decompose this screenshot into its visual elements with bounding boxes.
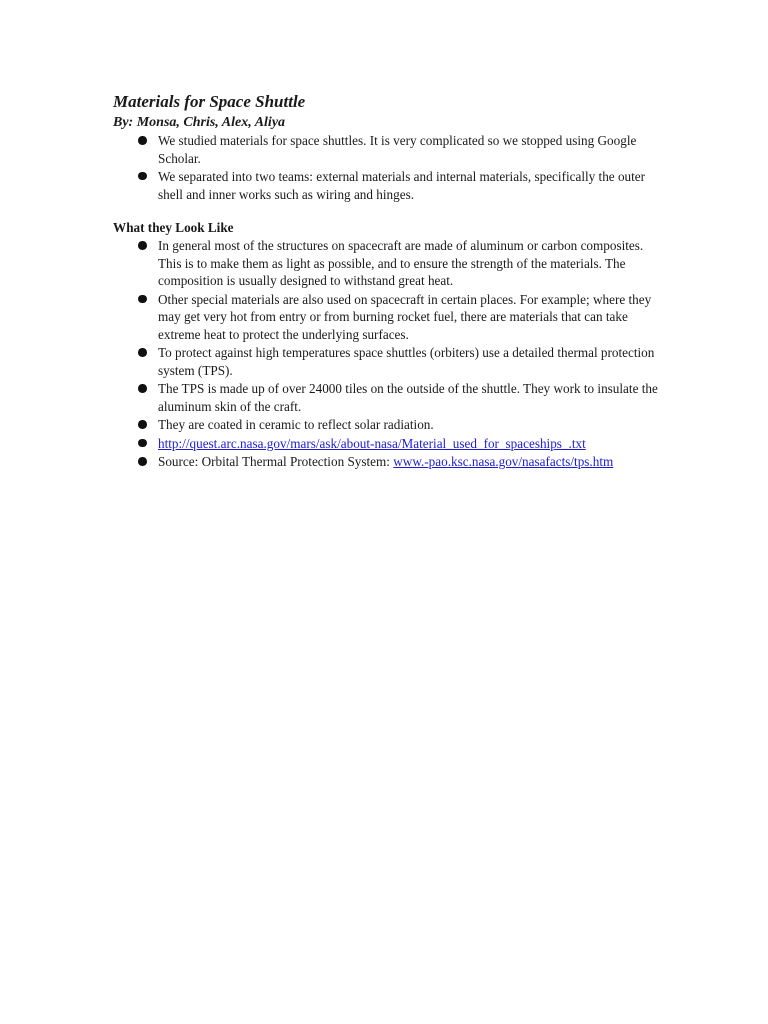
list-item-text: In general most of the structures on spacecraft are made of aluminum or carbon composites. This is to make them as light as possible, and to ensure the strength of the materials. The composition is usually designed to withstand great heat. — [158, 238, 644, 289]
list-item-text: To protect against high temperatures space shuttles (orbiters) use a detailed thermal protection system (TPS). — [158, 345, 655, 378]
bullet-icon — [138, 439, 147, 448]
list-item-text: The TPS is made up of over 24000 tiles on the outside of the shuttle. They work to insulate the aluminum skin of the craft. — [158, 381, 658, 414]
list-item — [113, 453, 658, 471]
bullet-icon — [138, 457, 147, 466]
list-item — [113, 291, 658, 344]
list-item — [113, 344, 658, 379]
section-bullet-list — [113, 237, 658, 471]
list-item-text: We separated into two teams: external materials and internal materials, specifically the outer shell and inner works such as wiring and hinges. — [158, 168, 646, 202]
list-item — [113, 168, 658, 203]
list-item — [113, 132, 658, 167]
bullet-icon — [138, 136, 147, 145]
source-link[interactable]: www.-pao.ksc.nasa.gov/nasafacts/tps.htm — [393, 454, 614, 470]
section-heading: What they Look Like — [113, 220, 234, 236]
document-authors: By: Monsa, Chris, Alex, Aliya — [113, 115, 286, 130]
bullet-icon — [138, 384, 147, 393]
document-title: Materials for Space Shuttle — [113, 92, 306, 111]
bullet-icon — [138, 348, 147, 357]
list-item — [113, 416, 658, 434]
bullet-icon — [138, 295, 147, 304]
list-item-text: We studied materials for space shuttles. It is very complicated so we stopped using Google Scholar. — [158, 133, 637, 166]
list-item — [113, 237, 658, 290]
bullet-icon — [138, 241, 147, 250]
list-item — [113, 435, 658, 453]
list-item — [113, 380, 658, 415]
intro-bullet-list — [113, 132, 658, 203]
source-label: Source: Orbital Thermal Protection System: — [158, 454, 394, 470]
list-item-text: Other special materials are also used on spacecraft in certain places. For example; where they may get very hot from entry or from burning rocket fuel, there are materials that can take extreme heat to protect the underlying surfaces. — [158, 291, 652, 342]
bullet-icon — [138, 420, 147, 429]
bullet-icon — [138, 172, 147, 181]
nasa-quest-link[interactable]: http://quest.arc.nasa.gov/mars/ask/about-nasa/Material_used_for_spaceships_.txt — [158, 435, 586, 451]
document-page — [113, 92, 658, 471]
list-item-text: They are coated in ceramic to reflect solar radiation. — [158, 417, 434, 433]
